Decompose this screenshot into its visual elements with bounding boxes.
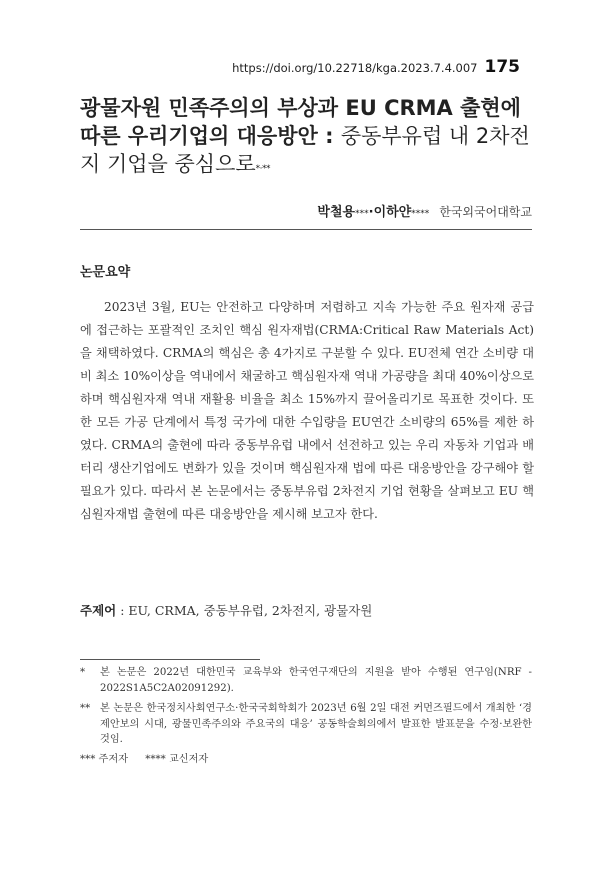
footnote-2-mark: ** [80, 703, 91, 714]
title-footnote-mark: *·** [255, 164, 271, 174]
footnote-first-author: *** 주저자 [80, 753, 129, 765]
title-divider [80, 229, 532, 230]
title-separator: : [317, 124, 341, 148]
author-2-mark: **** [411, 209, 430, 219]
footnote-1 [80, 665, 532, 696]
title-main: 광물자원 민족주의의 부상과 EU CRMA 출현에 따른 우리기업의 대응방안 [80, 96, 521, 148]
keywords-label: 주제어 [80, 603, 117, 618]
author-1-mark: *** [355, 209, 369, 219]
author-1: 박철용 [317, 205, 356, 220]
running-header [80, 57, 520, 77]
footnote-1-mark: * [80, 667, 86, 678]
footnote-1-text: 본 논문은 2022년 대한민국 교육부와 한국연구재단의 지원을 받아 수행된 연구임(NRF - 2022S1A5C2A02091292). [100, 667, 532, 694]
author-names [317, 201, 429, 220]
abstract-body: 2023년 3월, EU는 안전하고 다양하며 저렴하고 지속 가능한 주요 원자재 공급에 접근하는 포괄적인 조치인 핵심 원자재법(CRMA:Critical Raw Materials Act)을 채택하였다. CRMA의 핵심은 총 4가지로 구분할 수 있다. EU전체 연간 소비량 대비 최소 10%이상을 역내에서 채굴하고 핵심원자재 역내 가공량을 최대 40%이상으로 하며 핵심원자재 역내 재활용 비율을 최소 15%까지 끌어올리기로 목표한 것이다. 또한 모든 가공 단계에서 특정 국가에 대한 수입량을 EU연간 소비량의 65%를 제한 하였다. CRMA의 출현에 따라 중동부유럽 내에서 선전하고 있는 우리 자동차 기업과 배터리 생산기업에도 변화가 있을 것이며 핵심원자재 법에 따른 대응방안을 강구해야 할 필요가 있다. 따라서 본 논문에서는 중동부유럽 2차전지 기업 현황을 살펴보고 EU 핵심원자재법 출현에 따른 대응방안을 제시해 보고자 한다. [80, 300, 535, 521]
affiliation: 한국외국어대학교 [439, 205, 532, 219]
abstract-heading: 논문요약 [80, 265, 131, 280]
keywords-separator: : [116, 603, 129, 618]
keywords-line [80, 601, 534, 619]
author-2: 이하얀 [373, 205, 412, 220]
footnote-corresponding-author: **** 교신저자 [145, 753, 209, 765]
footnotes [80, 665, 532, 767]
footnote-roles [80, 752, 532, 768]
footnote-divider [80, 659, 260, 660]
title-subtitle: 중동부유럽 내 2차전지 기업을 중심으로 [80, 124, 530, 176]
author-line [80, 201, 532, 220]
doi-link[interactable]: https://doi.org/10.22718/kga.2023.7.4.007 [232, 61, 478, 75]
footnote-2 [80, 701, 532, 748]
page-number: 175 [484, 57, 520, 77]
author-separator: · [368, 205, 374, 220]
footnote-2-text: 본 논문은 한국정치사회연구소·한국국회학회가 2023년 6월 2일 대전 커먼즈필드에서 개최한 ‘경제안보의 시대, 광물민족주의와 주요국의 대응’ 공동학술회의에서 발표한 발표문을 수정·보완한 것임. [100, 703, 532, 745]
paper-title [80, 94, 530, 183]
keywords-value: EU, CRMA, 중동부유럽, 2차전지, 광물자원 [128, 603, 373, 618]
